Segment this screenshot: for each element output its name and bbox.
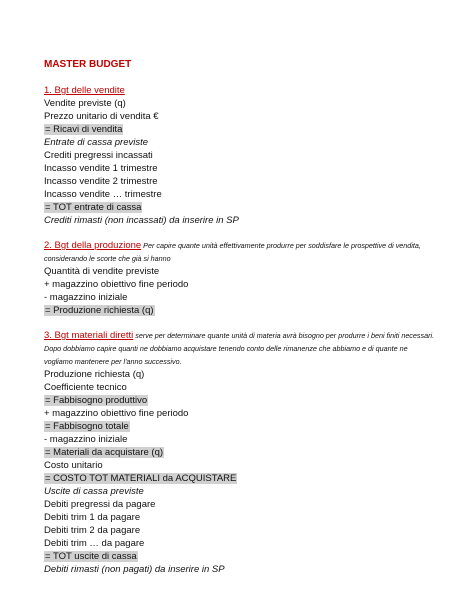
budget-line: [44, 446, 454, 459]
section-heading-line: [44, 239, 454, 252]
budget-line: Debiti pregressi da pagare: [44, 499, 156, 510]
budget-section: [44, 239, 454, 317]
budget-line: Debiti trim 1 da pagare: [44, 512, 141, 523]
document-title: MASTER BUDGET: [44, 59, 132, 70]
budget-line: - magazzino iniziale: [44, 434, 128, 445]
highlighted-total: = TOT entrate di cassa: [45, 202, 142, 213]
budget-line: [44, 394, 454, 407]
budget-line: [44, 201, 454, 214]
budget-line: Incasso vendite … trimestre: [44, 189, 162, 200]
budget-line: [44, 123, 454, 136]
budget-line: Coefficiente tecnico: [44, 382, 127, 393]
highlighted-total: = COSTO TOT MATERIALI da ACQUISTARE: [45, 473, 237, 484]
section-note-line: Dopo dobbiamo capire quanti ne dobbiamo acquistare tenendo conto delle rimanenze che abbiamo e di quante ne: [44, 344, 408, 353]
section-heading: 3. Bgt materiali diretti: [44, 330, 134, 341]
section-gap: [44, 227, 454, 239]
budget-line: + magazzino obiettivo fine periodo: [44, 279, 189, 290]
budget-line: - magazzino iniziale: [44, 292, 128, 303]
budget-line: Crediti pregressi incassati: [44, 150, 153, 161]
section-heading: 1. Bgt delle vendite: [44, 85, 125, 96]
budget-line: [44, 304, 454, 317]
budget-line: [44, 420, 454, 433]
budget-line: Debiti trim 2 da pagare: [44, 525, 141, 536]
sections-container: [44, 84, 454, 576]
section-note-line: vogliamo mantenere per l'anno successivo.: [44, 357, 182, 366]
budget-line: Quantità di vendite previste: [44, 266, 160, 277]
section-gap: [44, 317, 454, 329]
budget-line: Incasso vendite 2 trimestre: [44, 176, 158, 187]
budget-line: Incasso vendite 1 trimestre: [44, 163, 158, 174]
highlighted-total: = Fabbisogno totale: [45, 421, 129, 432]
section-note-line: considerando le scorte che già si hanno: [44, 254, 171, 263]
section-heading: 2. Bgt della produzione: [44, 240, 142, 251]
section-note: serve per determinare quante unità di materia avrà bisogno per produrre i beni finiti necessari.: [133, 331, 435, 340]
section-note: Per capire quante unità effettivamente produrre per soddisfare le prospettive di vendita,: [141, 241, 421, 250]
budget-line: Prezzo unitario di vendita €: [44, 111, 159, 122]
budget-line: Vendite previste (q): [44, 98, 126, 109]
highlighted-total: = Produzione richiesta (q): [45, 305, 154, 316]
highlighted-total: = Ricavi di vendita: [45, 124, 123, 135]
section-heading-line: [44, 329, 454, 342]
budget-section: [44, 329, 454, 576]
budget-line: Produzione richiesta (q): [44, 369, 145, 380]
budget-section: [44, 84, 454, 227]
budget-line: [44, 550, 454, 563]
budget-line: [44, 472, 454, 485]
highlighted-total: = Materiali da acquistare (q): [45, 447, 164, 458]
budget-line: Debiti rimasti (non pagati) da inserire in SP: [44, 564, 225, 575]
budget-line: Costo unitario: [44, 460, 103, 471]
budget-line: Debiti trim … da pagare: [44, 538, 145, 549]
document-page: [44, 58, 454, 576]
highlighted-total: = TOT uscite di cassa: [45, 551, 137, 562]
budget-line: Uscite di cassa previste: [44, 486, 144, 497]
section-heading-line: [44, 84, 454, 97]
highlighted-total: = Fabbisogno produttivo: [45, 395, 148, 406]
budget-line: + magazzino obiettivo fine periodo: [44, 408, 189, 419]
budget-line: Crediti rimasti (non incassati) da inserire in SP: [44, 215, 239, 226]
budget-line: Entrate di cassa previste: [44, 137, 149, 148]
